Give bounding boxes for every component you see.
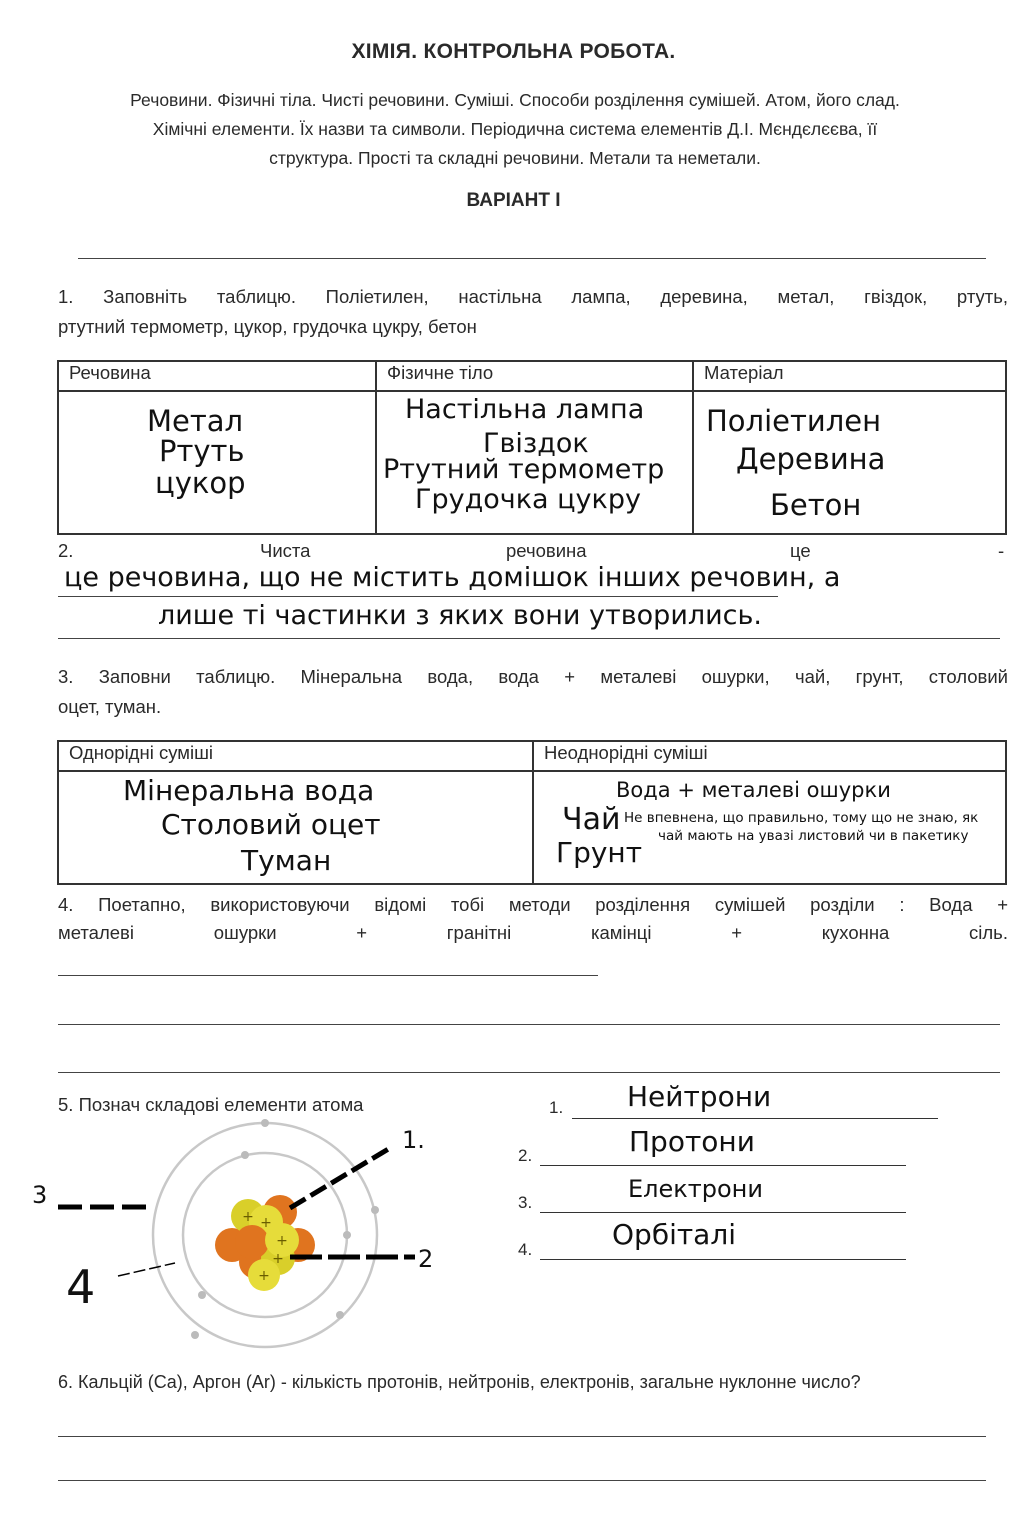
q3-header-homogeneous: Однорідні суміші bbox=[58, 741, 533, 771]
q5-text: 5. Познач складові елементи атома bbox=[58, 1094, 364, 1115]
page-title: ХІМІЯ. КОНТРОЛЬНА РОБОТА. bbox=[351, 40, 676, 63]
topic-line: Речовини. Фізичні тіла. Чисті речовини. Суміші. Способи розділення сумішей. Атом, його слад. bbox=[130, 90, 900, 110]
q3-cell-heterogeneous bbox=[533, 771, 1006, 884]
q3-table bbox=[57, 740, 1007, 885]
answer-line bbox=[540, 1212, 906, 1213]
handwritten-answer: Ртуть bbox=[159, 434, 245, 468]
handwritten-answer: Нейтрони bbox=[627, 1080, 772, 1113]
q1-header-material: Матеріал bbox=[693, 361, 1006, 391]
electron bbox=[371, 1206, 379, 1214]
electron bbox=[343, 1231, 351, 1239]
diagram-label-3: 3 bbox=[32, 1181, 48, 1209]
handwritten-answer: Гвіздок bbox=[483, 428, 589, 459]
handwritten-answer: це речовина, що не містить домішок інших речовин, а bbox=[64, 562, 841, 593]
q1-text-line: 1. Заповніть таблицю. Поліетилен, настільна лампа, деревина, метал, гвіздок, ртуть, bbox=[58, 286, 1008, 307]
q4-text-line: 4. Поетапно, використовуючи відомі тобі методи розділення сумішей розділи : Вода + bbox=[58, 894, 1008, 915]
handwritten-answer: Поліетилен bbox=[706, 404, 882, 438]
handwritten-answer: лише ті частинки з яких вони утворились. bbox=[158, 600, 763, 631]
handwritten-answer: Метал bbox=[147, 404, 244, 438]
q4-text-line bbox=[58, 922, 1008, 952]
q4-word: камінці bbox=[590, 922, 652, 943]
handwritten-answer: Орбіталі bbox=[612, 1218, 737, 1251]
q1-cell-material bbox=[693, 391, 1006, 534]
topic-line: структура. Прості та складні речовини. Метали та неметали. bbox=[269, 148, 761, 168]
handwritten-note: Не впевнена, що правильно, тому що не знаю, як bbox=[624, 810, 979, 826]
handwritten-answer: Вода + металеві ошурки bbox=[616, 778, 891, 802]
handwritten-answer: Столовий оцет bbox=[161, 808, 381, 841]
q2-word: речовина bbox=[506, 540, 587, 561]
diagram-label-1: 1. bbox=[402, 1126, 425, 1154]
q1-cell-body bbox=[376, 391, 693, 534]
answer-line bbox=[58, 975, 598, 976]
q4-word: + bbox=[731, 922, 743, 943]
topics-text bbox=[40, 86, 990, 173]
q4-word: гранітні bbox=[446, 922, 512, 943]
handwritten-answer: Туман bbox=[241, 844, 332, 877]
q1-cell-substance bbox=[58, 391, 376, 534]
handwritten-answer: Грунт bbox=[556, 836, 643, 869]
q3-text-line: 3. Заповни таблицю. Мінеральна вода, вода + металеві ошурки, чай, грунт, столовий bbox=[58, 666, 1008, 687]
handwritten-answer: Мінеральна вода bbox=[123, 774, 375, 807]
q2-word: - bbox=[998, 540, 1005, 561]
q2-word: 2. bbox=[58, 540, 74, 561]
answer-line bbox=[540, 1165, 906, 1166]
answer-number: 1. bbox=[549, 1098, 564, 1117]
q4-word: сіль. bbox=[969, 922, 1008, 943]
q1-header-substance: Речовина bbox=[58, 361, 376, 391]
handwritten-answer: Протони bbox=[629, 1125, 755, 1158]
handwritten-answer: Електрони bbox=[628, 1175, 763, 1203]
q4-word: металеві bbox=[58, 922, 134, 943]
answer-number: 2. bbox=[518, 1146, 533, 1165]
answer-line bbox=[58, 1024, 1000, 1025]
answer-line bbox=[58, 1072, 1000, 1073]
plus-sign: + bbox=[242, 1209, 254, 1225]
variant-title: ВАРІАНТ І bbox=[466, 190, 561, 211]
handwritten-answer: Бетон bbox=[770, 488, 862, 522]
answer-number: 3. bbox=[518, 1193, 533, 1212]
handwritten-answer: Настільна лампа bbox=[405, 394, 645, 425]
q2-word: Чиста bbox=[260, 540, 311, 561]
answer-line bbox=[58, 1436, 986, 1437]
q3-cell-homogeneous bbox=[58, 771, 533, 884]
plus-sign: + bbox=[276, 1233, 288, 1249]
q1-table bbox=[57, 360, 1007, 535]
q1-text-line: ртутний термометр, цукор, грудочка цукру, бетон bbox=[58, 316, 477, 337]
handwritten-answer: Грудочка цукру bbox=[415, 484, 641, 515]
answer-line bbox=[58, 1480, 986, 1481]
diagram-label-4: 4 bbox=[66, 1260, 96, 1314]
answer-line bbox=[58, 638, 1000, 639]
electron bbox=[198, 1291, 206, 1299]
answer-line bbox=[572, 1118, 938, 1119]
diagram-label-2: 2 bbox=[418, 1245, 434, 1273]
plus-sign: + bbox=[258, 1268, 270, 1284]
topic-line: Хімічні елементи. Їх назви та символи. Періодична система елементів Д.І. Мєндєлєєва, її bbox=[152, 119, 878, 139]
q4-word: кухонна bbox=[821, 922, 890, 943]
q6-text: 6. Кальцій (Ca), Аргон (Ar) - кількість протонів, нейтронів, електронів, загальне нуклонне число? bbox=[58, 1372, 861, 1392]
handwritten-note: чай мають на увазі листовий чи в пакетику bbox=[658, 828, 969, 844]
handwritten-answer: Чай bbox=[562, 802, 621, 837]
q4-word: + bbox=[356, 922, 368, 943]
handwritten-answer: цукор bbox=[155, 466, 246, 500]
answer-line bbox=[58, 596, 778, 597]
atom-diagram bbox=[20, 1110, 480, 1360]
answer-line bbox=[540, 1259, 906, 1260]
handwritten-answer: Ртутний термометр bbox=[383, 454, 665, 485]
handwritten-answer: Деревина bbox=[736, 442, 886, 476]
electron bbox=[241, 1151, 249, 1159]
plus-sign: + bbox=[272, 1251, 284, 1267]
q3-text-line: оцет, туман. bbox=[58, 696, 162, 717]
electron bbox=[191, 1331, 199, 1339]
q2-word: це bbox=[790, 540, 811, 561]
q4-word: ошурки bbox=[213, 922, 277, 943]
plus-sign: + bbox=[260, 1215, 272, 1231]
q1-header-body: Фізичне тіло bbox=[376, 361, 693, 391]
pointer-line-4 bbox=[118, 1263, 175, 1276]
electron bbox=[336, 1311, 344, 1319]
answer-number: 4. bbox=[518, 1240, 533, 1259]
q3-header-heterogeneous: Неоднорідні суміші bbox=[533, 741, 1006, 771]
divider-line bbox=[78, 258, 986, 259]
electron bbox=[261, 1119, 269, 1127]
